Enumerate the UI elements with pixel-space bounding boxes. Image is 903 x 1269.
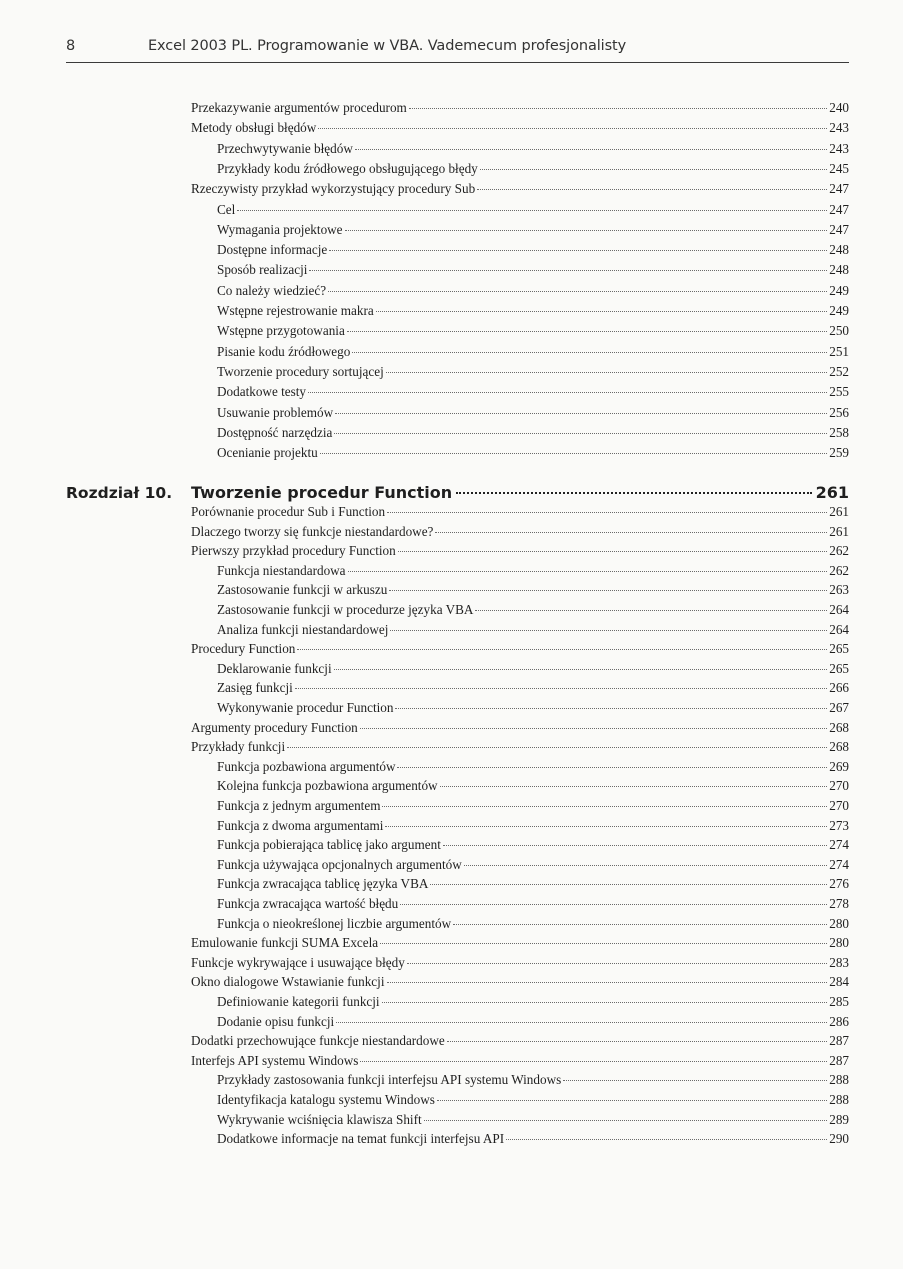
toc-entry-page: 286 (829, 1013, 849, 1029)
leader-dots (335, 413, 827, 414)
toc-entry (217, 916, 849, 932)
toc-entry-page: 266 (829, 680, 849, 696)
leader-dots (435, 532, 827, 533)
leader-dots (318, 128, 827, 129)
toc-entry (217, 896, 849, 912)
leader-dots (398, 551, 827, 552)
toc-entry (217, 1092, 849, 1108)
toc-entry-title: Okno dialogowe Wstawianie funkcji (191, 974, 385, 990)
leader-dots (382, 806, 827, 807)
leader-dots (387, 982, 828, 983)
toc-entry (217, 425, 849, 441)
toc-entry (191, 974, 849, 990)
toc-entry-page: 276 (829, 876, 849, 892)
toc-entry (217, 602, 849, 618)
toc-entry-title: Analiza funkcji niestandardowej (217, 621, 389, 637)
leader-dots (360, 728, 827, 729)
toc-entry-title: Interfejs API systemu Windows (191, 1052, 359, 1068)
leader-dots (397, 767, 827, 768)
toc-entry (217, 1014, 849, 1030)
toc-entry-page: 287 (829, 1052, 849, 1068)
toc-entry (217, 262, 849, 278)
leader-dots (389, 590, 827, 591)
leader-dots (334, 433, 827, 434)
toc-entry-page: 261 (829, 504, 849, 519)
toc-entry (191, 739, 849, 755)
toc-entry-title: Emulowanie funkcji SUMA Excela (191, 935, 379, 951)
toc-entry-page: 268 (829, 719, 849, 735)
toc-entry-title: Dodatkowe informacje na temat funkcji interfejsu API (217, 1131, 505, 1147)
leader-dots (409, 108, 827, 109)
toc-entry-title: Przechwytywanie błędów (217, 140, 353, 156)
toc-entry (191, 120, 849, 136)
toc-entry (191, 543, 849, 559)
toc-entry (217, 876, 849, 892)
toc-entry-title: Funkcja używająca opcjonalnych argumentów (217, 856, 462, 872)
toc-entry-title: Deklarowanie funkcji (217, 660, 332, 676)
leader-dots (336, 1022, 827, 1023)
toc-entry-title: Procedury Function (191, 641, 296, 657)
toc-entry-page: 267 (829, 700, 849, 715)
toc-entry-page: 259 (829, 445, 849, 461)
toc-entry-title: Kolejna funkcja pozbawiona argumentów (217, 778, 438, 794)
toc-entry (217, 445, 849, 461)
leader-dots (437, 1100, 827, 1101)
toc-entry-page: 268 (829, 739, 849, 755)
toc-entry (217, 680, 849, 696)
toc-entry-page: 270 (829, 778, 849, 794)
toc-entry-title: Cel (217, 201, 236, 217)
toc-entry-page: 265 (829, 660, 849, 676)
toc-entry-title: Sposób realizacji (217, 262, 308, 278)
chapter-title: Tworzenie procedur Function (191, 483, 453, 502)
leader-dots (400, 904, 827, 905)
toc-entry (217, 242, 849, 258)
leader-dots (380, 943, 827, 944)
leader-dots (430, 884, 827, 885)
toc-entry-title: Dostępne informacje (217, 242, 328, 258)
leader-dots (348, 571, 828, 572)
toc-entry (217, 364, 849, 380)
toc-entry (217, 857, 849, 873)
book-title: Excel 2003 PL. Programowanie w VBA. Vademecum profesjonalisty (148, 38, 627, 54)
toc-entry (217, 1072, 849, 1088)
toc-entry-title: Wykonywanie procedur Function (217, 700, 394, 715)
toc-entry-page: 243 (829, 140, 849, 156)
toc-entry-page: 248 (829, 262, 849, 278)
toc-entry-title: Wstępne rejestrowanie makra (217, 303, 374, 318)
running-header (66, 34, 849, 63)
toc-entry-page: 288 (829, 1092, 849, 1107)
leader-dots (475, 610, 827, 611)
leader-dots (440, 786, 828, 787)
toc-entry-title: Przykłady zastosowania funkcji interfejsu API systemu Windows (217, 1072, 562, 1088)
toc-entry-title: Zasięg funkcji (217, 680, 293, 696)
chapter-heading (191, 483, 849, 503)
leader-dots (424, 1120, 828, 1121)
toc-entry (191, 720, 849, 736)
toc-entry-title: Rzeczywisty przykład wykorzystujący procedury Sub (191, 181, 476, 197)
toc-entry (217, 344, 849, 360)
toc-entry (217, 202, 849, 218)
toc-entry (217, 818, 849, 834)
toc-entry-page: 262 (829, 562, 849, 578)
toc-entry-page: 280 (829, 915, 849, 931)
leader-dots (506, 1139, 827, 1140)
toc-entry (191, 955, 849, 971)
leader-dots (395, 708, 827, 709)
leader-dots (453, 924, 827, 925)
toc-entry-title: Dodatkowe testy (217, 384, 306, 400)
toc-entry-page: 278 (829, 896, 849, 911)
leader-dots (287, 747, 827, 748)
toc-entry-page: 289 (829, 1111, 849, 1127)
toc-entry-title: Dodanie opisu funkcji (217, 1013, 335, 1029)
toc-entry-title: Wykrywanie wciśnięcia klawisza Shift (217, 1111, 422, 1127)
leader-dots (376, 311, 828, 312)
toc-entry-page: 285 (829, 994, 849, 1009)
toc-entry-page: 252 (829, 363, 849, 379)
toc-entry-page: 256 (829, 404, 849, 420)
leader-dots (480, 169, 827, 170)
toc-entry-title: Dostępność narzędzia (217, 424, 333, 440)
leader-dots (385, 826, 827, 827)
toc-entry-title: Ocenianie projektu (217, 445, 318, 461)
toc-entry (191, 1053, 849, 1069)
page-number: 8 (66, 38, 76, 54)
toc-entry-title: Definiowanie kategorii funkcji (217, 994, 380, 1009)
leader-dots (407, 963, 827, 964)
toc-entry (217, 622, 849, 638)
toc-entry (191, 181, 849, 197)
toc-entry (191, 524, 849, 540)
toc-entry-page: 247 (829, 221, 849, 237)
toc-entry-page: 264 (829, 621, 849, 637)
toc-entry-title: Tworzenie procedury sortującej (217, 363, 384, 379)
toc-entry-title: Dlaczego tworzy się funkcje niestandardowe? (191, 523, 434, 539)
toc-entry-page: 274 (829, 856, 849, 872)
toc-entry-title: Funkcja pobierająca tablicę jako argument (217, 837, 441, 853)
toc-entry-title: Funkcja zwracająca tablicę języka VBA (217, 876, 429, 892)
leader-dots (309, 270, 827, 271)
toc-entry-title: Wymagania projektowe (217, 221, 343, 237)
toc-entry-title: Wstępne przygotowania (217, 323, 345, 339)
leader-dots (329, 250, 827, 251)
toc-entry-title: Metody obsługi błędów (191, 120, 317, 136)
toc-entry (217, 563, 849, 579)
toc-entry (217, 222, 849, 238)
toc-entry-page: 247 (829, 181, 849, 197)
toc-entry-title: Pisanie kodu źródłowego (217, 343, 351, 359)
toc-entry-page: 243 (829, 120, 849, 136)
toc-entry-page: 265 (829, 641, 849, 657)
toc-entry-title: Funkcja niestandardowa (217, 562, 346, 578)
toc-entry-title: Funkcje wykrywające i usuwające błędy (191, 954, 405, 970)
toc-entry-title: Pierwszy przykład procedury Function (191, 543, 396, 559)
toc-entry (217, 141, 849, 157)
toc-entry-page: 245 (829, 160, 849, 176)
toc-entry (191, 100, 849, 116)
toc-entry-page: 283 (829, 954, 849, 970)
leader-dots (347, 331, 827, 332)
toc-entry (217, 661, 849, 677)
leader-dots (563, 1080, 827, 1081)
chapter-page: 261 (815, 483, 849, 502)
toc-entry (217, 837, 849, 853)
toc-entry-title: Zastosowanie funkcji w arkuszu (217, 582, 388, 598)
toc-entry (217, 700, 849, 716)
toc-entry-page: 248 (829, 242, 849, 258)
leader-dots (320, 453, 828, 454)
toc-entry-page: 269 (829, 758, 849, 774)
toc-entry-page: 290 (829, 1131, 849, 1147)
toc-entry-page: 255 (829, 384, 849, 400)
toc-entry-title: Funkcja pozbawiona argumentów (217, 758, 396, 774)
toc-entry-page: 287 (829, 1033, 849, 1049)
toc-entry-title: Funkcja z dwoma argumentami (217, 817, 384, 833)
toc-entry-title: Argumenty procedury Function (191, 719, 358, 735)
leader-dots (237, 210, 827, 211)
leader-dots (345, 230, 828, 231)
toc-entry (217, 994, 849, 1010)
leader-dots (477, 189, 827, 190)
chapter-label: Rozdział 10. (66, 484, 173, 502)
leader-dots (443, 845, 827, 846)
toc-entry-title: Przekazywanie argumentów procedurom (191, 100, 407, 115)
toc-entry-title: Przykłady kodu źródłowego obsługującego błędy (217, 160, 478, 176)
toc-entry (191, 641, 849, 657)
toc-entry (217, 582, 849, 598)
toc-entry (217, 1112, 849, 1128)
leader-dots (297, 649, 827, 650)
toc-entry-title: Funkcja z jednym argumentem (217, 798, 381, 813)
leader-dots (456, 492, 811, 494)
leader-dots (360, 1061, 827, 1062)
toc-entry (217, 778, 849, 794)
toc-entry-page: 288 (829, 1072, 849, 1088)
toc-entry-page: 249 (829, 303, 849, 318)
leader-dots (387, 512, 827, 513)
toc-entry-page: 251 (829, 343, 849, 359)
toc-entry (217, 384, 849, 400)
leader-dots (352, 352, 827, 353)
toc-entry (217, 798, 849, 814)
toc-entry-page: 249 (829, 282, 849, 298)
toc-entry (217, 161, 849, 177)
toc-entry-title: Funkcja zwracająca wartość błędu (217, 896, 399, 911)
toc-entry-title: Funkcja o nieokreślonej liczbie argumentów (217, 915, 452, 931)
toc-entry-title: Dodatki przechowujące funkcje niestandardowe (191, 1033, 445, 1049)
toc-entry (217, 323, 849, 339)
toc-entry (217, 303, 849, 319)
leader-dots (295, 688, 827, 689)
leader-dots (447, 1041, 827, 1042)
toc-entry-page: 264 (829, 602, 849, 617)
toc-entry-page: 240 (829, 100, 849, 115)
leader-dots (328, 291, 827, 292)
toc-entry (217, 405, 849, 421)
toc-entry (217, 1131, 849, 1147)
toc-entry-page: 284 (829, 974, 849, 990)
leader-dots (334, 669, 828, 670)
toc-entry-title: Przykłady funkcji (191, 739, 286, 755)
toc-entry-page: 247 (829, 201, 849, 217)
toc-entry-page: 273 (829, 817, 849, 833)
toc-entry-page: 261 (829, 523, 849, 539)
leader-dots (382, 1002, 828, 1003)
toc-entry (191, 504, 849, 520)
toc-entry-title: Co należy wiedzieć? (217, 282, 327, 298)
toc-entry-title: Zastosowanie funkcji w procedurze języka VBA (217, 602, 474, 617)
toc-entry (191, 935, 849, 951)
leader-dots (464, 865, 827, 866)
toc-entry-page: 263 (829, 582, 849, 598)
toc-entry (217, 283, 849, 299)
toc-entry (217, 759, 849, 775)
toc-entry-page: 258 (829, 424, 849, 440)
toc-entry-page: 274 (829, 837, 849, 853)
toc-entry-title: Usuwanie problemów (217, 404, 334, 420)
toc-entry-title: Identyfikacja katalogu systemu Windows (217, 1092, 435, 1107)
leader-dots (355, 149, 827, 150)
toc-entry-page: 262 (829, 543, 849, 559)
leader-dots (386, 372, 827, 373)
toc-entry-page: 250 (829, 323, 849, 339)
toc-entry-page: 280 (829, 935, 849, 951)
toc-entry-page: 270 (829, 798, 849, 813)
leader-dots (308, 392, 827, 393)
leader-dots (390, 630, 827, 631)
toc-entry-title: Porównanie procedur Sub i Function (191, 504, 386, 519)
toc-entry (191, 1033, 849, 1049)
